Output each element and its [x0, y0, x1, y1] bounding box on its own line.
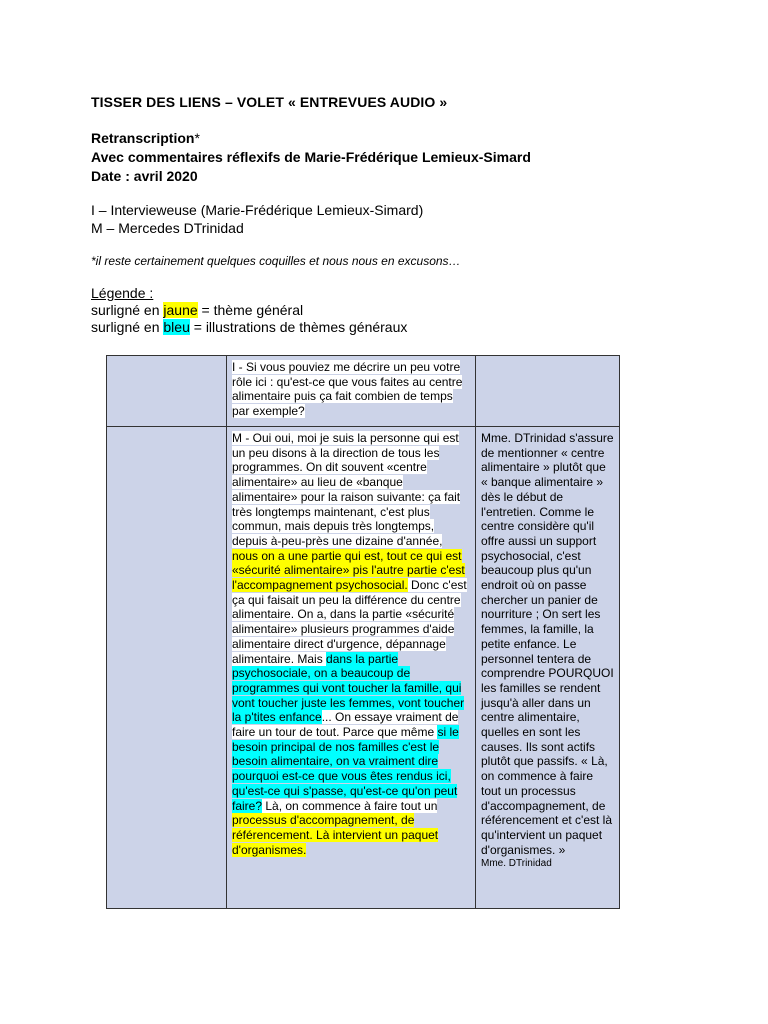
answer-segment-highlight-yellow: nous on a une partie qui est, tout ce qui est «sécurité alimentaire» pis l'autre partie c'est l'accompagnement psychosocial. [232, 548, 465, 593]
legend-yellow-prefix: surligné en [91, 302, 164, 318]
speaker-cell [107, 356, 227, 427]
legend-yellow [91, 302, 407, 319]
answer-segment: ... On essaye vraiment de faire un tour de tout. Parce que même [232, 710, 459, 740]
legend [91, 285, 407, 336]
interviewee-line: M – Mercedes DTrinidad [91, 220, 244, 236]
answer-segment-highlight-yellow: processus d'accompagnement, de référencement. Là intervient un paquet d'organismes. [232, 813, 439, 857]
answer-segment: Donc c'est ça qui faisait un peu la différence du centre alimentaire. On a, dans la partie «sécurité alimentaire» plusieurs programmes d'aide alimentaire direct d'urgence, dépannage alimentaire. Mais [232, 578, 467, 666]
answer-segment: Là, on commence à faire tout un [262, 798, 438, 813]
question-cell [227, 356, 476, 427]
reflexive-comment: Mme. DTrinidad s'assure de mentionner « centre alimentaire » plutôt que « banque alimentaire » dès le début de l'entretien. Comme le centre considère qu'il offre aussi un support psychosocial, c'est beaucoup plus qu'un endroit où on passe chercher un panier de nourriture ; On sert les femmes, la famille, la petite enfance. Le personnel tentera de comprendre POURQUOI les familles se rendent jusqu'à aller dans un centre alimentaire, quelles en sont les causes. Ils sont actifs plutôt que passifs. « Là, on commence à faire tout un processus d'accompagnement, de référencement et c'est là qu'intervient un paquet d'organismes. » [481, 431, 614, 857]
retranscription-line [91, 129, 531, 148]
question-text: I - Si vous pouviez me décrire un peu votre rôle ici : qu'est-ce que vous faites au centre alimentaire puis ça fait combien de temps par exemple? [232, 360, 463, 419]
document-subheader [91, 129, 531, 186]
comment-cell [476, 427, 620, 909]
legend-blue-word: bleu [163, 319, 190, 335]
comment-signature: Mme. DTrinidad [481, 858, 552, 870]
document-title: TISSER DES LIENS – VOLET « ENTREVUES AUDIO » [91, 94, 448, 110]
retranscription-asterisk: * [194, 130, 200, 146]
answer-segment: M - Oui oui, moi je suis la personne qui est un peu disons à la direction de tous les programmes. On dit souvent «centre alimentaire» au lieu de «banque alimentaire» pour la raison suivante: ça fait très longtemps maintenant, c'est plus commun, mais depuis très longtemps, depuis à-peu-près une dizaine d'année, [232, 431, 461, 548]
legend-yellow-suffix: = thème général [197, 302, 304, 318]
legend-blue [91, 319, 407, 336]
typo-note: *il reste certainement quelques coquilles et nous nous en excusons… [91, 254, 461, 268]
legend-title: Légende : [91, 285, 154, 301]
table-row [107, 427, 620, 909]
retranscription-label: Retranscription [91, 130, 195, 146]
answer-cell [227, 427, 476, 909]
speaker-cell [107, 427, 227, 909]
interviewer-line: I – Intervieweuse (Marie-Frédérique Lemieux-Simard) [91, 202, 424, 218]
speakers-key [91, 201, 423, 237]
legend-blue-prefix: surligné en [91, 319, 164, 335]
legend-yellow-word: jaune [163, 302, 198, 318]
table-row [107, 356, 620, 427]
answer-segment-highlight-cyan: si le besoin principal de nos familles c'est le besoin alimentaire, on va vraiment dire pourquoi est-ce que vous êtes rendus ici, qu'est-ce qui s'passe, qu'est-ce qu'on peut faire? [232, 725, 459, 813]
answer-segment-highlight-cyan: dans la partie psychosociale, on a beaucoup de programmes qui vont toucher la famille, qui vont toucher juste les femmes, vont toucher la p'tites enfance [232, 651, 465, 725]
transcript-table [106, 355, 620, 909]
legend-blue-suffix: = illustrations de thèmes généraux [189, 319, 408, 335]
date-line: Date : avril 2020 [91, 168, 198, 184]
comments-author-line: Avec commentaires réflexifs de Marie-Frédérique Lemieux-Simard [91, 149, 531, 165]
comment-cell [476, 356, 620, 427]
